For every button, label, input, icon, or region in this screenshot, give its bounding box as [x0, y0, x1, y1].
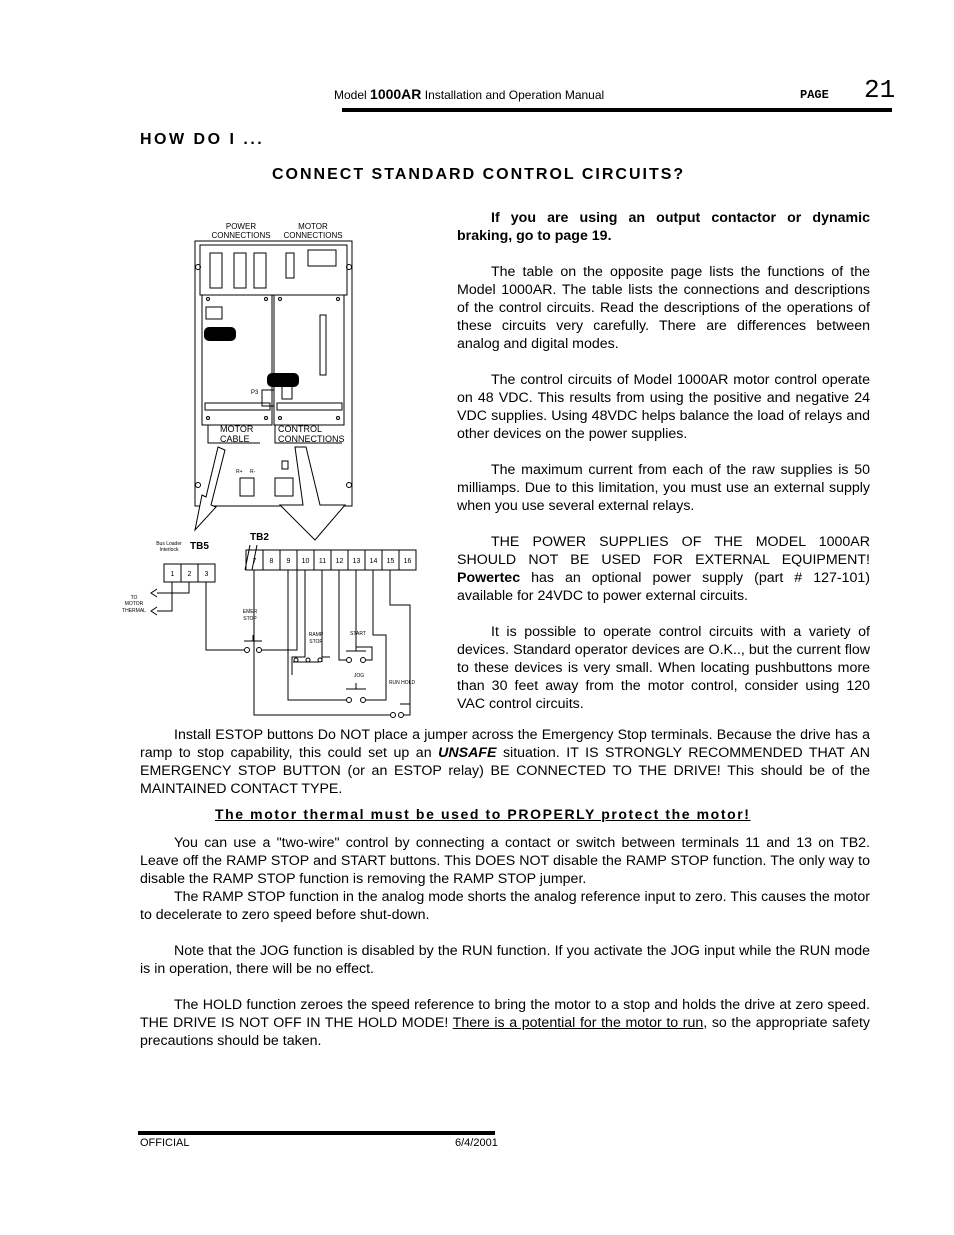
motor-connections-label: MOTOR: [298, 222, 328, 231]
tb2-terminal-label: 7: [252, 558, 257, 565]
start-label: START: [350, 631, 366, 637]
control-connections-label: CONTROL: [278, 424, 323, 434]
p3-label: P3: [251, 390, 259, 396]
jog-label: JOG: [353, 673, 365, 679]
table-paragraph: The table on the opposite page lists the functions of the Model 1000AR. The table lists the connections and descriptions of the control circuits. Read the descriptions of the operations of these circuits very carefully. There are differences between analog and digital modes.: [457, 264, 870, 352]
ramp-stop-paragraph: The RAMP STOP function in the analog mode shorts the analog reference input to zero. This causes the motor to decelerate to zero speed before shut-down.: [140, 889, 870, 923]
tb2-terminal-label: 15: [386, 558, 395, 565]
two-wire-section: [140, 834, 870, 1050]
power-supply-paragraph: THE POWER SUPPLIES OF THE MODEL 1000AR SHOULD NOT BE USED FOR EXTERNAL EQUIPMENT! Powertec has an optional power supply (part # 127-101) available for 24VDC to power external circuits.: [457, 534, 870, 604]
hold-paragraph: The HOLD function zeroes the speed reference to bring the motor to a stop and holds the drive at zero speed. THE DRIVE IS NOT OFF IN THE HOLD MODE! There is a potential for the motor to run, so the appropriate safety precautions should be taken.: [140, 997, 870, 1049]
to-motor-thermal-label: TO: [130, 595, 138, 601]
tb2-label: TB2: [250, 532, 269, 543]
tb2-terminal-label: 10: [301, 558, 310, 565]
svg-text:CONNECTIONS: CONNECTIONS: [211, 231, 271, 240]
svg-text:MOTOR: MOTOR: [124, 601, 144, 607]
right-column: [457, 209, 870, 713]
footer-rule: [138, 1131, 495, 1135]
tb5-terminal-label: 2: [187, 571, 192, 578]
ramp-stop-label: RAMP: [308, 632, 324, 638]
tb2-terminal-label: 8: [269, 558, 274, 565]
voltage-paragraph: The control circuits of Model 1000AR motor control operate on 48 VDC. This results from using the positive and negative 24 VDC supplies. Using 48VDC helps balance the load of relays and other devices on the power supplies.: [457, 372, 870, 442]
tb2-terminal-label: 9: [286, 558, 291, 565]
page-number: 21: [864, 75, 896, 105]
current-paragraph: The maximum current from each of the raw supplies is 50 milliamps. Due to this limitation, you must use an external supply when you use several external relays.: [457, 462, 870, 514]
footer-date: 6/4/2001: [455, 1137, 498, 1149]
tb2-terminal-label: 12: [335, 558, 344, 565]
wiring-diagram: [110, 215, 430, 725]
tb5-label: TB5: [190, 541, 209, 552]
motor-thermal-warning: The motor thermal must be used to PROPERLY protect the motor!: [215, 806, 751, 822]
estop-paragraph: Install ESTOP buttons Do NOT place a jumper across the Emergency Stop terminals. Because the drive has a ramp to stop capability, this could set up an UNSAFE situation. IT IS STRONGLY RECOMMENDED THAT AN EMERGENCY STOP BUTTON (or an ESTOP relay) BE CONNECTED TO THE DRIVE! This should be of the MAINTAINED CONTACT TYPE.: [140, 727, 871, 797]
tb5-terminal-label: 1: [170, 571, 175, 578]
svg-text:CONNECTIONS: CONNECTIONS: [283, 231, 343, 240]
manual-title: Model 1000AR Installation and Operation Manual: [334, 86, 605, 102]
svg-text:R-: R-: [250, 469, 256, 475]
svg-text:STOP: STOP: [309, 639, 323, 645]
devices-paragraph: It is possible to operate control circuits with a variety of devices. Standard operator devices are O.K.., but the current flow to these devices is very small. When locating pushbuttons more than 30 feet away from the motor control, consider using 120 VAC control circuits.: [457, 624, 870, 712]
footer-status: OFFICIAL: [140, 1137, 190, 1149]
tb2-terminal-label: 13: [352, 558, 361, 565]
run-hold-label: RUN HOLD: [388, 680, 416, 686]
section-title: CONNECT STANDARD CONTROL CIRCUITS?: [272, 166, 686, 183]
two-wire-paragraph: You can use a "two-wire" control by connecting a contact or switch between terminals 11 and 13 on TB2. Leave off the RAMP STOP and START buttons. This DOES NOT disable the RAMP STOP function. The only way to disable the RAMP STOP function is removing the RAMP STOP jumper.: [140, 835, 870, 887]
bus-loader-label: Bus Loader: [156, 541, 182, 547]
svg-text:Interlock: Interlock: [159, 547, 179, 553]
motor-cable-label: MOTOR: [220, 424, 254, 434]
page-label: PAGE: [800, 88, 829, 102]
emer-stop-label: EMER: [242, 609, 258, 615]
svg-text:CONNECTIONS: CONNECTIONS: [278, 434, 345, 444]
contactor-note: If you are using an output contactor or dynamic braking, go to page 19.: [457, 210, 870, 244]
power-connections-label: POWER: [225, 222, 257, 231]
header-rule: [342, 108, 892, 112]
tb2-terminal-label: 16: [403, 558, 412, 565]
section-kicker: HOW DO I ...: [140, 131, 265, 148]
jog-paragraph: Note that the JOG function is disabled by the RUN function. If you activate the JOG input while the RUN mode is in operation, there will be no effect.: [140, 943, 870, 977]
svg-text:STOP: STOP: [243, 616, 257, 622]
svg-text:THERMAL: THERMAL: [122, 608, 146, 614]
tb2-terminal-label: 14: [369, 558, 378, 565]
svg-text:R+: R+: [236, 469, 243, 475]
svg-text:CABLE: CABLE: [220, 434, 250, 444]
model-name: 1000AR: [370, 86, 422, 102]
tb2-terminal-label: 11: [318, 558, 327, 565]
tb5-terminal-label: 3: [204, 571, 209, 578]
